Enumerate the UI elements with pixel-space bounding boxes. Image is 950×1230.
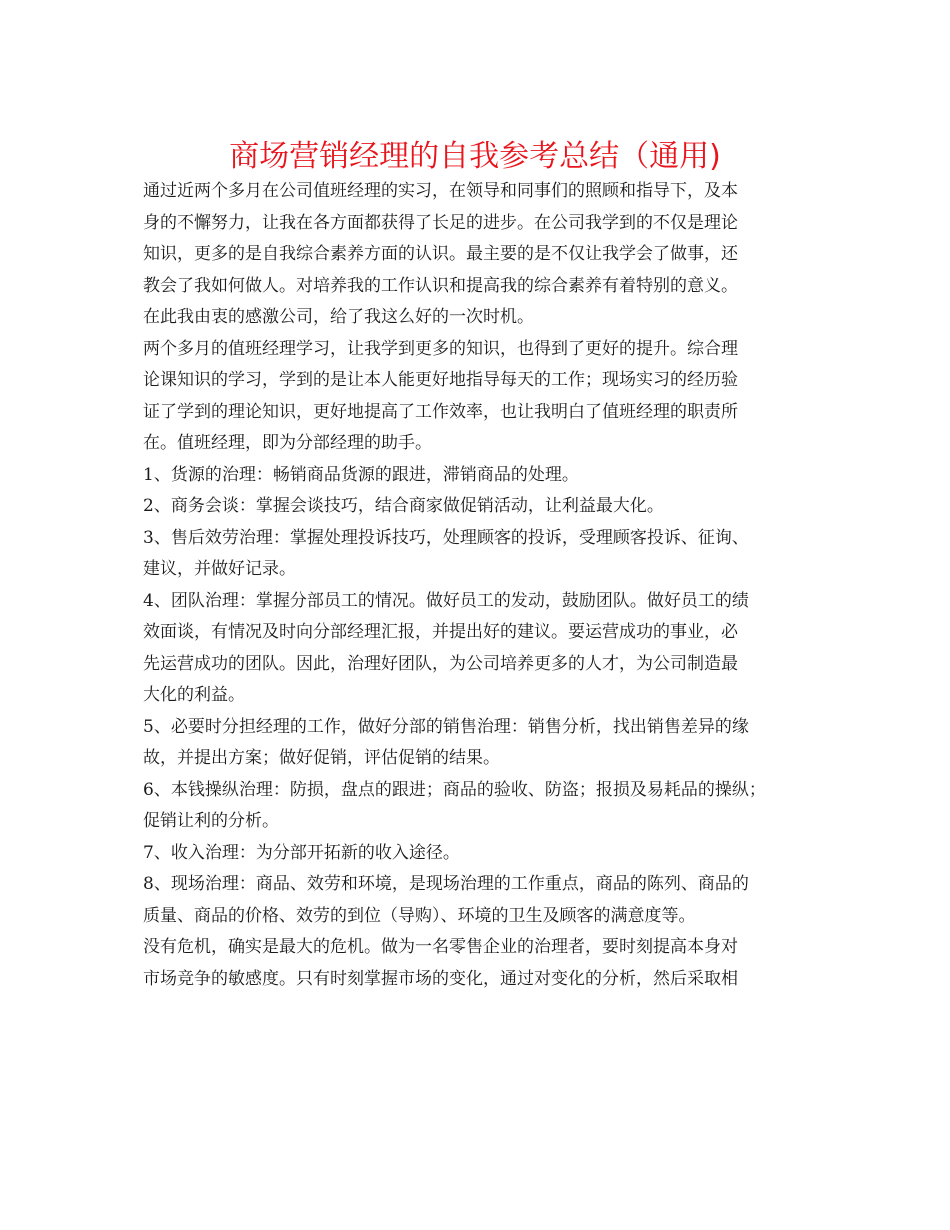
list-item: 5、必要时分担经理的工作，做好分部的销售治理：销售分析，找出销售差异的缘 [143, 716, 749, 737]
text-line: 通过近两个多月在公司值班经理的实习，在领导和同事们的照顾和指导下，及本 [143, 181, 738, 201]
text-line: 促销让利的分析。 [143, 811, 279, 831]
text-line: 先运营成功的团队。因此，治理好团队，为公司培养更多的人才，为公司制造最 [143, 653, 738, 674]
list-item: 7、收入治理：为分部开拓新的收入途径。 [143, 842, 460, 863]
list-item: 6、本钱操纵治理：防损，盘点的跟进；商品的验收、防盗；报损及易耗品的操纵； [143, 779, 766, 800]
text-line: 两个多月的值班经理学习，让我学到更多的知识，也得到了更好的提升。综合理 [143, 338, 738, 359]
text-line: 没有危机，确实是最大的危机。做为一名零售企业的治理者，要时刻提高本身对 [143, 937, 738, 957]
text-line: 大化的利益。 [143, 685, 245, 705]
text-line: 建议，并做好记录。 [143, 559, 296, 579]
list-item: 2、商务会谈：掌握会谈技巧，结合商家做促销活动，让利益最大化。 [143, 496, 664, 516]
list-item: 8、现场治理：商品、效劳和环境，是现场治理的工作重点，商品的陈列、商品的 [143, 874, 749, 894]
list-item: 3、售后效劳治理：掌握处理投诉技巧，处理顾客的投诉，受理顾客投诉、征询、 [143, 527, 749, 548]
text-line: 论课知识的学习，学到的是让本人能更好地指导每天的工作；现场实习的经历验 [143, 370, 738, 390]
list-item: 4、团队治理：掌握分部员工的情况。做好员工的发动，鼓励团队。做好员工的绩 [143, 590, 749, 611]
list-item: 1、货源的治理：畅销商品货源的跟进，滞销商品的处理。 [143, 464, 579, 485]
text-line: 教会了我如何做人。对培养我的工作认识和提高我的综合素养有着特别的意义。 [143, 275, 738, 296]
document-body [143, 176, 815, 995]
text-line: 知识，更多的是自我综合素养方面的认识。最主要的是不仅让我学会了做事，还 [143, 244, 738, 264]
text-line: 市场竞争的敏感度。只有时刻掌握市场的变化，通过对变化的分析，然后采取相 [143, 968, 738, 989]
document-title: 商场营销经理的自我参考总结（通用) [229, 139, 721, 174]
text-line: 质量、商品的价格、效劳的到位（导购）、环境的卫生及顾客的满意度等。 [143, 905, 696, 926]
text-line: 效面谈，有情况及时向分部经理汇报，并提出好的建议。要运营成功的事业，必 [143, 622, 738, 642]
text-line: 身的不懈努力，让我在各方面都获得了长足的进步。在公司我学到的不仅是理论 [143, 212, 738, 233]
text-line: 在。值班经理，即为分部经理的助手。 [143, 433, 432, 453]
text-line: 在此我由衷的感激公司，给了我这么好的一次时机。 [143, 307, 534, 327]
text-line: 故，并提出方案；做好促销，评估促销的结果。 [143, 748, 500, 768]
text-line: 证了学到的理论知识，更好地提高了工作效率，也让我明白了值班经理的职责所 [143, 401, 738, 422]
